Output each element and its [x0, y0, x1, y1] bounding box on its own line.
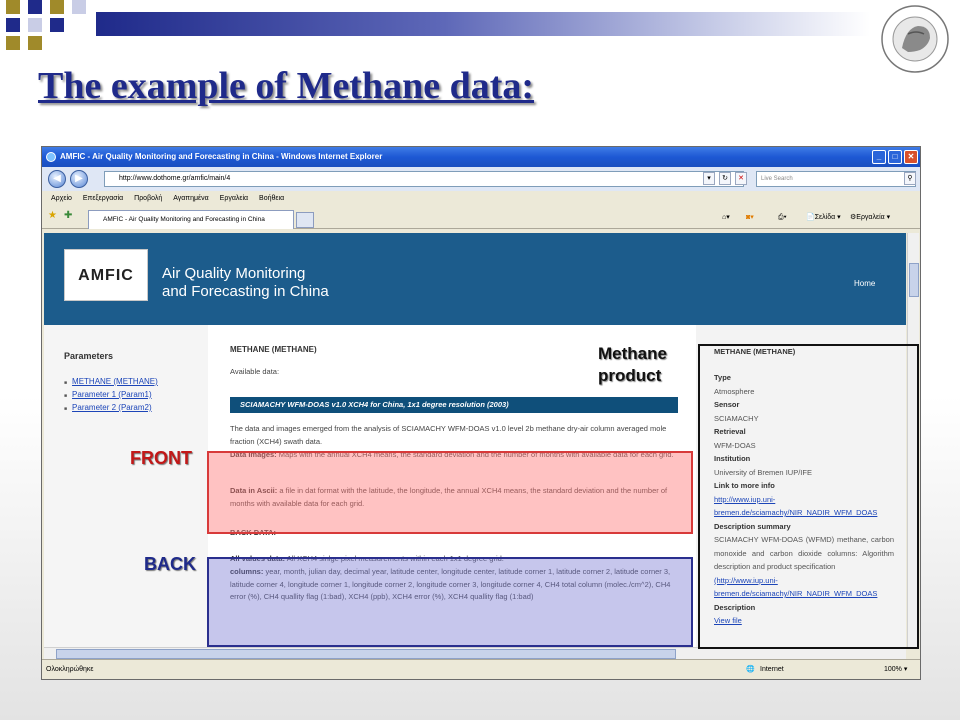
menu-bar — [42, 191, 920, 207]
slide-title: The example of Methane data: — [38, 65, 535, 107]
brand-line-1: Air Quality Monitoring — [162, 265, 306, 282]
decor-square — [6, 0, 20, 14]
methane-product-label — [596, 343, 669, 387]
back-label: BACK — [144, 554, 196, 574]
back-data-highlight — [207, 557, 693, 647]
zoom-level: 100% — [884, 666, 902, 673]
add-favorite-icon[interactable]: ✚ — [64, 210, 73, 221]
minimize-button[interactable]: _ — [872, 150, 886, 164]
decor-square — [50, 0, 64, 14]
param-link-param2[interactable]: ■ Parameter 2 (Param2) — [64, 403, 158, 416]
data-images-label: Data Images: — [230, 450, 277, 459]
new-tab-button[interactable] — [296, 212, 314, 228]
decor-square — [28, 0, 42, 14]
sensor-label: Sensor — [714, 400, 740, 409]
globe-icon: 🌐 — [746, 666, 755, 673]
all-values-label: All values data: — [230, 554, 286, 563]
institution-label: Institution — [714, 454, 751, 463]
summary-text: SCIAMACHY WFM-DOAS (WFMD) methane, carbon monoxide and carbon dioxide columns: Algorithm description and product specification — [714, 535, 894, 571]
back-button[interactable]: ◀ — [48, 170, 66, 188]
refresh-button[interactable]: ↻ — [719, 172, 731, 185]
ie-icon — [46, 152, 56, 162]
tab-row — [42, 207, 920, 229]
institution-value: University of Bremen IUP/IFE — [714, 467, 812, 477]
methane-product-line-2: product — [598, 366, 662, 385]
main-heading: METHANE (METHANE) — [230, 345, 317, 354]
summary-link-line-2[interactable]: bremen.de/sciamachy/NIR_NADIR_WFM_DOAS — [714, 589, 878, 598]
back-data-heading: BACK DATA: — [230, 528, 276, 537]
favorites-star-icon[interactable]: ★ — [48, 210, 57, 221]
param-link-methane[interactable]: ■ METHANE (METHANE) — [64, 377, 158, 390]
menu-item-edit[interactable]: Επεξεργασία — [82, 195, 124, 202]
menu-item-view[interactable]: Προβολή — [134, 195, 163, 202]
address-row — [42, 167, 920, 191]
window-title: AMFIC - Air Quality Monitoring and Forecasting in China - Windows Internet Explorer — [60, 152, 383, 161]
page-menu-label: Σελίδα — [814, 214, 836, 221]
tab-label: AMFIC - Air Quality Monitoring and Forecasting in China — [103, 216, 265, 223]
param-link-param1[interactable]: ■ Parameter 1 (Param1) — [64, 390, 158, 403]
forward-button[interactable]: ▶ — [70, 170, 88, 188]
zone-label: Internet — [760, 666, 784, 673]
front-label: FRONT — [130, 448, 192, 468]
tab-amfic[interactable] — [88, 210, 294, 229]
decor-square — [6, 36, 20, 50]
stop-button[interactable]: ✕ — [735, 172, 747, 185]
address-dropdown-button[interactable]: ▾ — [703, 172, 715, 185]
parameters-title: Parameters — [64, 351, 114, 361]
feeds-icon[interactable]: ◙▾ — [746, 214, 754, 221]
type-value: Atmosphere — [714, 386, 755, 396]
status-text: Ολοκληρώθηκε — [46, 666, 94, 673]
menu-item-file[interactable]: Αρχείο — [51, 195, 72, 202]
status-bar — [42, 659, 920, 679]
address-text: http://www.dothome.gr/amfic/main/4 — [119, 175, 231, 182]
site-brand — [162, 265, 329, 301]
info-link-line-1[interactable]: http://www.iup.uni- — [714, 494, 776, 504]
maximize-button[interactable]: □ — [888, 150, 902, 164]
type-label: Type — [714, 373, 731, 382]
search-input[interactable]: Live Search — [756, 171, 916, 187]
front-data-highlight — [207, 451, 693, 534]
slide-header-bar — [96, 12, 870, 36]
close-button[interactable]: ✕ — [904, 150, 918, 164]
tools-menu[interactable]: ⚙Εργαλεία ▾ — [850, 214, 891, 221]
link-label: Link to more info — [714, 481, 775, 490]
decor-square — [28, 36, 42, 50]
data-ascii-desc: a file in dat format with the latitude, the longitude, the annual XCH4 means, the standard deviation and the number of months with available data for each grid. — [230, 486, 668, 508]
horizontal-scroll-thumb[interactable] — [56, 649, 676, 659]
retrieval-value: WFM-DOAS — [714, 440, 756, 450]
amfic-logo: AMFIC — [64, 249, 148, 301]
address-bar[interactable] — [104, 171, 744, 187]
available-data-label: Available data: — [230, 367, 280, 376]
brand-line-2: and Forecasting in China — [162, 283, 329, 300]
tools-menu-label: Εργαλεία — [856, 214, 885, 221]
decor-square — [6, 18, 20, 32]
decor-square — [50, 18, 64, 32]
university-seal-icon — [880, 4, 950, 74]
parameters-list — [64, 377, 158, 416]
intro-text: The data and images emerged from the analysis of SCIAMACHY WFM-DOAS v1.0 level 2b methane dry-air column averaged mole fraction (XCH4) swath data. — [230, 424, 667, 446]
retrieval-label: Retrieval — [714, 427, 746, 436]
info-link-line-2[interactable]: bremen.de/sciamachy/NIR_NADIR_WFM_DOAS — [714, 508, 878, 517]
vertical-scroll-thumb[interactable] — [909, 263, 919, 297]
summary-label: Description summary — [714, 521, 791, 531]
data-ascii-label: Data in Ascii: — [230, 486, 278, 495]
sensor-value: SCIAMACHY — [714, 413, 759, 423]
columns-label: columns: — [230, 567, 264, 576]
columns-desc: year, month, julian day, decimal year, latitude center, longitude center, latitude corner 1, latitude corner 2, latitude corner 3, latitude corner 4, longitude corner 1, longitude corner 2, longitude corner 3, longitude corner 4, CH4 total column (molec./cm^2), CH4 error (%), CH4 quallity flag (1:bad), XCH4 (ppb), XCH4 error (%), XCH4 quallity flag (1:bad) — [230, 567, 671, 601]
home-icon[interactable]: ⌂▾ — [722, 214, 730, 221]
menu-item-tools[interactable]: Εργαλεία — [219, 195, 249, 202]
search-icon[interactable]: ⚲ — [904, 172, 916, 185]
all-values-desc: All XCH4 sinlge pixel measurements within each 1x1 degree grid. — [286, 554, 504, 563]
side-heading: METHANE (METHANE) — [714, 347, 796, 356]
summary-link-line-1[interactable]: (http://www.iup.uni- — [714, 575, 778, 585]
page-menu[interactable]: 📄Σελίδα ▾ — [806, 214, 841, 221]
parameters-pane — [44, 325, 208, 659]
dataset-bar[interactable]: SCIAMACHY WFM-DOAS v1.0 XCH4 for China, 1x1 degree resolution (2003) — [230, 397, 678, 413]
view-file-link[interactable]: View file — [714, 616, 742, 625]
methane-product-line-1: Methane — [598, 344, 667, 363]
decor-square — [28, 18, 42, 32]
menu-item-favorites[interactable]: Αγαπημένα — [173, 195, 209, 202]
data-images-desc: Maps with the annual XCH4 means, the standard deviation and the number of months with available data for each grid. — [278, 450, 674, 459]
print-icon[interactable]: ⎙▾ — [778, 214, 787, 221]
window-titlebar — [42, 147, 920, 167]
site-banner — [44, 233, 906, 325]
menu-item-help[interactable]: Βοήθεια — [259, 195, 285, 202]
decor-square — [72, 0, 86, 14]
zoom-control[interactable]: 100% ▾ — [884, 666, 908, 673]
product-info-highlight — [698, 344, 919, 649]
home-link[interactable]: Home — [854, 279, 876, 288]
description-label: Description — [714, 602, 756, 612]
